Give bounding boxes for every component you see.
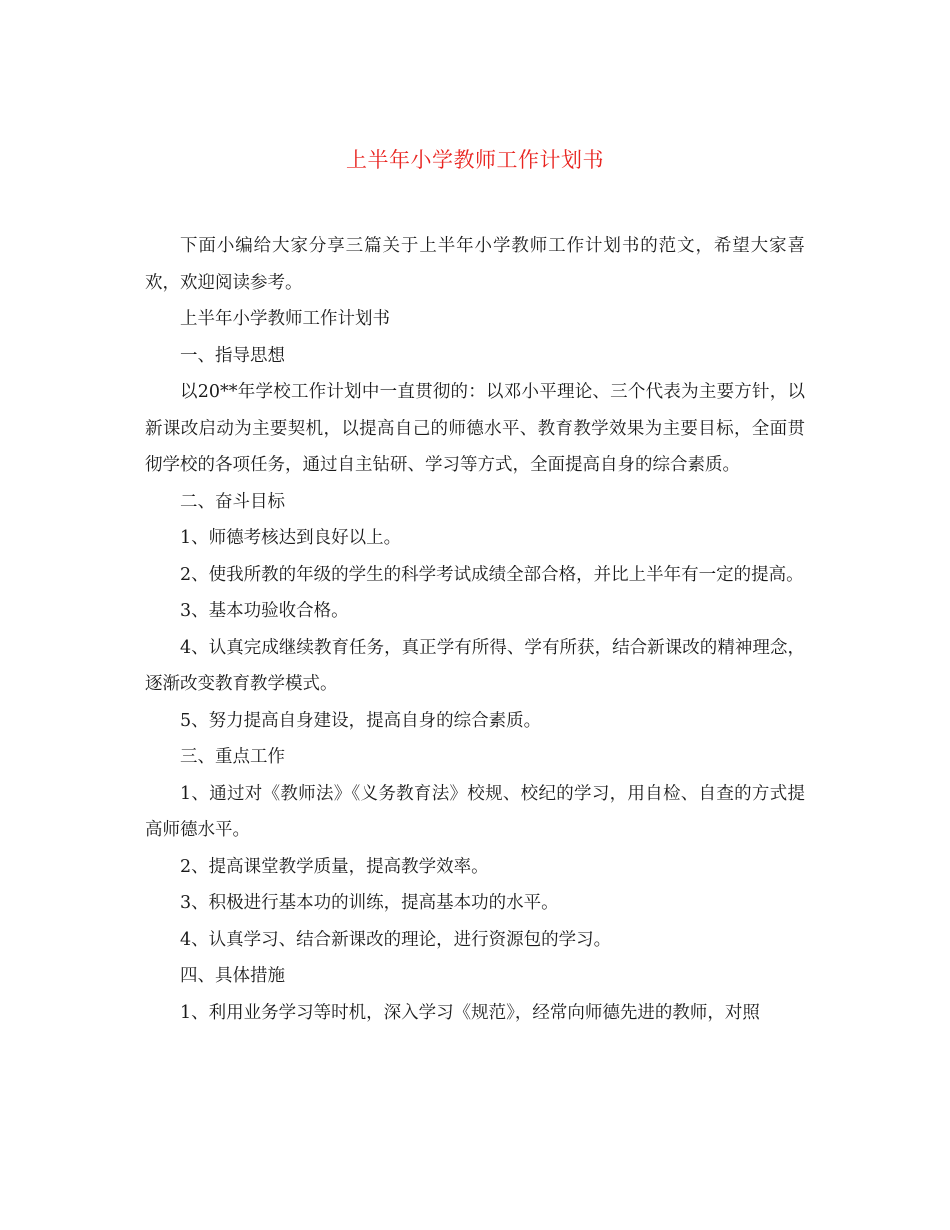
list-item: 1、通过对《教师法》《义务教育法》校规、校纪的学习，用自检、自查的方式提高师德水平。 (145, 783, 805, 840)
list-item: 2、使我所教的年级的学生的科学考试成绩全部合格，并比上半年有一定的提高。 (180, 564, 804, 585)
list-item: 4、认真完成继续教育任务，真正学有所得、学有所获，结合新课改的精神理念，逐渐改变教育教学模式。 (145, 637, 805, 694)
section-heading: 上半年小学教师工作计划书 (180, 309, 390, 329)
document-title: 上半年小学教师工作计划书 (346, 148, 604, 172)
section-heading: 四、具体措施 (180, 966, 285, 986)
list-item: 2、提高课堂教学质量，提高教学效率。 (180, 856, 489, 877)
section-heading: 三、重点工作 (180, 747, 285, 767)
document-body (145, 228, 805, 1031)
section-heading: 二、奋斗目标 (180, 491, 285, 512)
list-item: 3、基本功验收合格。 (180, 601, 349, 621)
list-item: 1、利用业务学习等时机，深入学习《规范》，经常向师德先进的教师，对照 (180, 1002, 760, 1023)
list-item: 3、积极进行基本功的训练，提高基本功的水平。 (180, 893, 559, 913)
body-paragraph: 以20**年学校工作计划中一直贯彻的：以邓小平理论、三个代表为主要方针，以新课改启动为主要契机，以提高自己的师德水平、教育教学效果为主要目标，全面贯彻学校的各项任务，通过自主钻研、学习等方式，全面提高自身的综合素质。 (145, 382, 805, 475)
list-item: 1、师德考核达到良好以上。 (180, 528, 402, 548)
section-heading: 一、指导思想 (180, 345, 285, 366)
intro-paragraph: 下面小编给大家分享三篇关于上半年小学教师工作计划书的范文，希望大家喜欢，欢迎阅读参考。 (145, 236, 805, 293)
list-item: 5、努力提高自身建设，提高自身的综合素质。 (180, 710, 542, 731)
list-item: 4、认真学习、结合新课改的理论，进行资源包的学习。 (180, 929, 612, 950)
